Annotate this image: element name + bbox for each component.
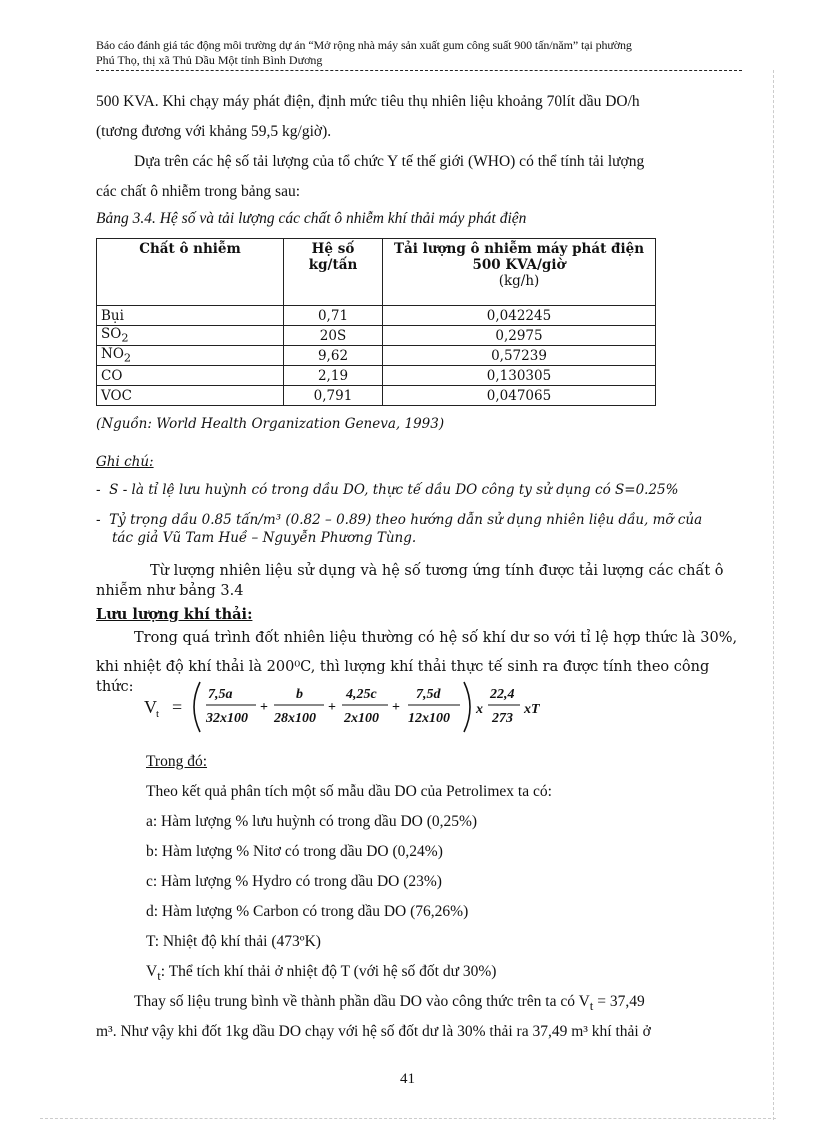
row-name: CO	[97, 366, 284, 386]
bullet-dash: -	[96, 482, 110, 498]
formula-plus-1: +	[260, 700, 268, 715]
formula-lhs: V	[144, 697, 157, 717]
final-line-2: m³. Như vậy khi đốt 1kg dầu DO chạy với hệ số đốt dư là 30% thải ra 37,49 m³ khí thải ở	[96, 1023, 651, 1040]
paragraph-1	[96, 92, 744, 112]
formula-t1-den: 32x100	[206, 711, 248, 726]
where-title: Trong đó:	[146, 753, 208, 770]
flow-line-1: Trong quá trình đốt nhiên liệu thường có hệ số khí dư so với tỉ lệ hợp thức là 30%,	[134, 630, 738, 646]
where-Vt	[146, 962, 496, 986]
paragraph-1-line-1: 500 KVA. Khi chạy máy phát điện, định mức tiêu thụ nhiên liệu khoảng 70lít dầu DO/h	[96, 93, 640, 110]
formula-t4-num: 7,5d	[416, 687, 441, 702]
page-bottom-guide	[40, 1118, 776, 1119]
where-Vt-text: : Thể tích khí thải ở nhiệt độ T (với hệ số đốt dư 30%)	[160, 963, 497, 980]
note-2-line-2: tác giả Vũ Tam Huề – Nguyễn Phương Tùng.	[112, 530, 417, 546]
note-2-line-1: Tỷ trọng dầu 0.85 tấn/m³ (0.82 – 0.89) theo hướng dẫn sử dụng nhiên liệu dầu, mỡ của	[109, 512, 703, 528]
table-row	[97, 346, 656, 366]
final-line-1-text: Thay số liệu trung bình về thành phần dầu DO vào công thức trên ta có V	[134, 993, 590, 1010]
table-source: (Nguồn: World Health Organization Geneva, 1993)	[96, 416, 445, 432]
formula-t3-num: 4,25c	[346, 687, 377, 702]
header-line-2: Phú Thọ, thị xã Thủ Dầu Một tỉnh Bình Dương	[96, 53, 323, 67]
row-load: 0,2975	[383, 326, 656, 346]
bullet-dash: -	[96, 512, 110, 528]
header-factor: Hệ số kg/tấn	[284, 239, 383, 306]
formula-t5-den: 273	[492, 711, 513, 726]
row-name: VOC	[97, 386, 284, 406]
row-name: Bụi	[97, 306, 284, 326]
row-load: 0,130305	[383, 366, 656, 386]
flow-formula	[140, 676, 560, 736]
table-header-row	[97, 239, 656, 306]
formula-lhs-sub: t	[156, 708, 160, 720]
notes-title: Ghi chú:	[96, 454, 154, 470]
flow-line-2: khi nhiệt độ khí thải là 200⁰C, thì lượng khí thải thực tế sinh ra được tính theo công thức:	[96, 659, 710, 695]
paragraph-3-line-2: nhiễm như bảng 3.4	[96, 583, 244, 599]
where-b: b: Hàm lượng % Nitơ có trong dầu DO (0,24%)	[146, 843, 443, 860]
header-load-unit: (kg/h)	[498, 273, 540, 289]
row-name-text: SO	[101, 326, 122, 343]
row-factor: 20S	[284, 326, 383, 346]
emission-table	[96, 238, 656, 406]
flow-title: Lưu lượng khí thải:	[96, 606, 253, 623]
table-row	[97, 326, 656, 346]
row-name	[97, 326, 284, 346]
row-factor: 9,62	[284, 346, 383, 366]
header-pollutant: Chất ô nhiễm	[97, 239, 284, 306]
note-1	[96, 482, 678, 498]
paragraph-1-line-2: (tương đương với khảng 59,5 kg/giờ).	[96, 123, 332, 140]
paragraph-2-line-2: các chất ô nhiễm trong bảng sau:	[96, 183, 301, 200]
running-header	[96, 38, 740, 68]
row-name	[97, 346, 284, 366]
row-name-sub: 2	[121, 331, 129, 345]
formula-left-paren	[194, 682, 200, 732]
header-divider	[96, 70, 742, 71]
where-Vt-sub: t	[157, 968, 161, 984]
note-1-text: S - là tỉ lệ lưu huỳnh có trong dầu DO, thực tế dầu DO công ty sử dụng có S=0.25%	[109, 482, 679, 498]
page-number: 41	[400, 1071, 415, 1087]
row-load: 0,042245	[383, 306, 656, 326]
formula-t3-den: 2x100	[344, 711, 379, 726]
paragraph-2-line-1: Dựa trên các hệ số tải lượng của tổ chức Y tế thế giới (WHO) có thể tính tải lượng	[134, 153, 645, 170]
formula-t2-den: 28x100	[274, 711, 316, 726]
where-T: T: Nhiệt độ khí thải (473ºK)	[146, 933, 321, 950]
formula-t4-den: 12x100	[408, 711, 450, 726]
final-line-1-sub: t	[589, 998, 594, 1014]
formula-t1-num: 7,5a	[208, 687, 233, 702]
header-load	[383, 239, 656, 306]
final-line-1-end: = 37,49	[593, 993, 645, 1010]
note-2	[96, 512, 702, 528]
table-row	[97, 306, 656, 326]
row-factor: 0,791	[284, 386, 383, 406]
formula-t2-num: b	[296, 687, 303, 702]
table-row	[97, 366, 656, 386]
table-caption: Bảng 3.4. Hệ số và tải lượng các chất ô nhiễm khí thải máy phát điện	[96, 210, 527, 227]
row-load: 0,57239	[383, 346, 656, 366]
row-factor: 2,19	[284, 366, 383, 386]
header-line-1: Báo cáo đánh giá tác động môi trường dự án “Mở rộng nhà máy sản xuất gum công suất 900 tấn/năm” tại phường	[96, 38, 632, 52]
formula-plus-2: +	[328, 700, 336, 715]
paragraph-3-line-1: Từ lượng nhiên liệu sử dụng và hệ số tương ứng tính được tải lượng các chất ô	[150, 563, 724, 579]
formula-tail: xT	[524, 702, 540, 717]
row-name-text: NO	[101, 346, 124, 363]
formula-times: x	[476, 702, 483, 717]
where-intro: Theo kết quả phân tích một số mẫu dầu DO của Petrolimex ta có:	[146, 783, 552, 800]
final-line-1	[134, 992, 744, 1016]
where-a: a: Hàm lượng % lưu huỳnh có trong dầu DO (0,25%)	[146, 813, 478, 830]
header-load-title: Tải lượng ô nhiễm máy phát điện 500 KVA/giờ	[393, 241, 645, 273]
page-margin-guide	[773, 70, 774, 1120]
table-row	[97, 386, 656, 406]
formula-plus-3: +	[392, 700, 400, 715]
formula-right-paren	[464, 682, 470, 732]
row-name-sub: 2	[123, 351, 132, 365]
where-Vt-symbol: V	[146, 963, 158, 980]
formula-t5-num: 22,4	[490, 687, 515, 702]
row-load: 0,047065	[383, 386, 656, 406]
row-factor: 0,71	[284, 306, 383, 326]
formula-equals: =	[172, 697, 183, 717]
where-d: d: Hàm lượng % Carbon có trong dầu DO (76,26%)	[146, 903, 469, 920]
where-c: c: Hàm lượng % Hydro có trong dầu DO (23%)	[146, 873, 442, 890]
